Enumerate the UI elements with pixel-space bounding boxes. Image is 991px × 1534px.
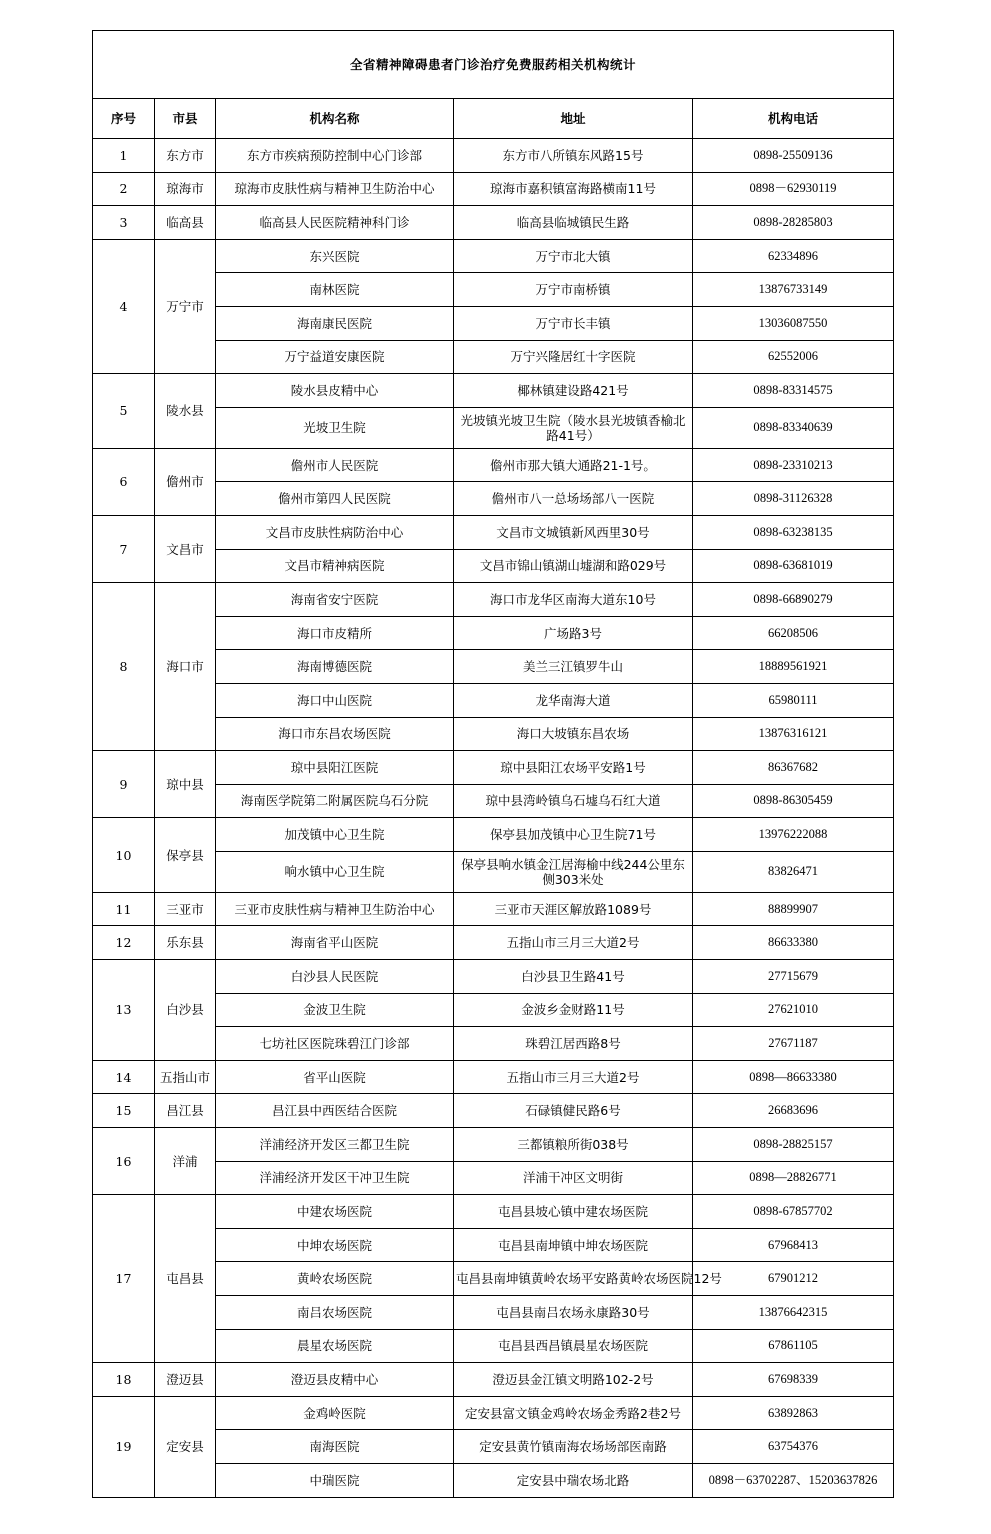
institution-name: 海南医学院第二附属医院乌石分院: [216, 784, 454, 818]
institution-name: 文昌市精神病医院: [216, 549, 454, 583]
institution-address: 临高县临城镇民生路: [454, 206, 693, 240]
header-address: 地址: [454, 99, 693, 139]
row-city: 万宁市: [155, 239, 216, 373]
row-index: 10: [93, 818, 155, 893]
institution-name: 海口市皮精所: [216, 616, 454, 650]
institution-phone: 0898-83314575: [693, 374, 894, 408]
institution-address: 光坡镇光坡卫生院（陵水县光坡镇香榆北路41号）: [454, 407, 693, 448]
institution-phone: 67861105: [693, 1329, 894, 1363]
institution-name: 光坡卫生院: [216, 407, 454, 448]
institution-name: 黄岭农场医院: [216, 1262, 454, 1296]
institution-address: 珠碧江居西路8号: [454, 1027, 693, 1061]
institution-name: 中坤农场医院: [216, 1228, 454, 1262]
institution-name: 陵水县皮精中心: [216, 374, 454, 408]
institution-address: 三亚市天涯区解放路1089号: [454, 892, 693, 926]
row-index: 1: [93, 139, 155, 173]
institution-phone: 62552006: [693, 340, 894, 374]
institution-address: 文昌市文城镇新风西里30号: [454, 515, 693, 549]
row-city: 保亭县: [155, 818, 216, 893]
institution-name: 东方市疾病预防控制中心门诊部: [216, 139, 454, 173]
institution-address: 万宁兴隆居红十字医院: [454, 340, 693, 374]
table-row: [93, 1128, 894, 1162]
institution-phone: 13036087550: [693, 306, 894, 340]
table-row: [93, 583, 894, 617]
row-city: 屯昌县: [155, 1195, 216, 1363]
institution-phone: 27621010: [693, 993, 894, 1027]
institution-phone: 65980111: [693, 683, 894, 717]
institution-phone: 13876642315: [693, 1296, 894, 1330]
institution-name: 七坊社区医院珠碧江门诊部: [216, 1027, 454, 1061]
institution-phone: 0898-63681019: [693, 549, 894, 583]
row-index: 12: [93, 926, 155, 960]
table-row: [93, 1094, 894, 1128]
row-index: 3: [93, 206, 155, 240]
row-index: 6: [93, 448, 155, 515]
institution-phone: 0898-25509136: [693, 139, 894, 173]
row-city: 昌江县: [155, 1094, 216, 1128]
row-city: 白沙县: [155, 960, 216, 1061]
institution-phone: 0898-86305459: [693, 784, 894, 818]
institution-name: 洋浦经济开发区三都卫生院: [216, 1128, 454, 1162]
institution-phone: 13976222088: [693, 818, 894, 852]
institution-name: 海口市东昌农场医院: [216, 717, 454, 751]
institution-name: 琼中县阳江医院: [216, 751, 454, 785]
institution-phone: 67901212: [693, 1262, 894, 1296]
institution-address: 海口市龙华区南海大道东10号: [454, 583, 693, 617]
institution-name: 万宁益道安康医院: [216, 340, 454, 374]
institution-address: 三都镇粮所街038号: [454, 1128, 693, 1162]
institution-phone: 83826471: [693, 851, 894, 892]
row-index: 5: [93, 374, 155, 449]
table-row: [93, 818, 894, 852]
institution-address: 保亭县加茂镇中心卫生院71号: [454, 818, 693, 852]
table-row: [93, 206, 894, 240]
institution-address: 屯昌县南坤镇黄岭农场平安路黄岭农场医院12号: [454, 1262, 693, 1296]
institution-phone: 0898－63702287、15203637826: [693, 1463, 894, 1497]
institution-address: 屯昌县南坤镇中坤农场医院: [454, 1228, 693, 1262]
row-city: 海口市: [155, 583, 216, 751]
institution-address: 屯昌县南吕农场永康路30号: [454, 1296, 693, 1330]
institution-phone: 0898-66890279: [693, 583, 894, 617]
institution-phone: 63754376: [693, 1430, 894, 1464]
institution-name: 琼海市皮肤性病与精神卫生防治中心: [216, 172, 454, 206]
institution-name: 晨星农场医院: [216, 1329, 454, 1363]
institution-address: 儋州市八一总场场部八一医院: [454, 482, 693, 516]
institution-address: 白沙县卫生路41号: [454, 960, 693, 994]
row-index: 14: [93, 1060, 155, 1094]
table-row: [93, 751, 894, 785]
institution-address: 金波乡金财路11号: [454, 993, 693, 1027]
institution-name: 洋浦经济开发区干冲卫生院: [216, 1161, 454, 1195]
institution-phone: 66208506: [693, 616, 894, 650]
row-index: 9: [93, 751, 155, 818]
institution-name: 昌江县中西医结合医院: [216, 1094, 454, 1128]
institution-phone: 26683696: [693, 1094, 894, 1128]
institution-phone: 0898-28825157: [693, 1128, 894, 1162]
institution-phone: 86367682: [693, 751, 894, 785]
institution-address: 定安县富文镇金鸡岭农场金秀路2巷2号: [454, 1396, 693, 1430]
table-row: [93, 1195, 894, 1229]
institution-phone: 0898-83340639: [693, 407, 894, 448]
institution-phone: 86633380: [693, 926, 894, 960]
institution-phone: 0898-23310213: [693, 448, 894, 482]
table-row: [93, 515, 894, 549]
table-row: [93, 926, 894, 960]
institution-name: 临高县人民医院精神科门诊: [216, 206, 454, 240]
institution-address: 澄迈县金江镇文明路102-2号: [454, 1363, 693, 1397]
institution-name: 海口中山医院: [216, 683, 454, 717]
institution-address: 广场路3号: [454, 616, 693, 650]
institution-name: 南林医院: [216, 273, 454, 307]
institution-address: 文昌市锦山镇湖山墟湖和路029号: [454, 549, 693, 583]
institution-name: 金鸡岭医院: [216, 1396, 454, 1430]
institution-name: 中瑞医院: [216, 1463, 454, 1497]
table-row: [93, 960, 894, 994]
institution-address: 儋州市那大镇大通路21-1号。: [454, 448, 693, 482]
row-city: 东方市: [155, 139, 216, 173]
institution-phone: 18889561921: [693, 650, 894, 684]
institution-phone: 13876316121: [693, 717, 894, 751]
table-row: [93, 448, 894, 482]
institution-name: 海南省安宁医院: [216, 583, 454, 617]
institution-address: 万宁市北大镇: [454, 239, 693, 273]
table-row: [93, 172, 894, 206]
header-city: 市县: [155, 99, 216, 139]
institution-name: 南海医院: [216, 1430, 454, 1464]
institution-address: 屯昌县西昌镇晨星农场医院: [454, 1329, 693, 1363]
institution-address: 洋浦干冲区文明街: [454, 1161, 693, 1195]
table-row: [93, 1363, 894, 1397]
institution-name: 澄迈县皮精中心: [216, 1363, 454, 1397]
institution-name: 儋州市第四人民医院: [216, 482, 454, 516]
institution-name: 文昌市皮肤性病防治中心: [216, 515, 454, 549]
institution-address: 定安县黄竹镇南海农场场部医南路: [454, 1430, 693, 1464]
institution-name: 加茂镇中心卫生院: [216, 818, 454, 852]
row-city: 陵水县: [155, 374, 216, 449]
institution-address: 海口大坡镇东昌农场: [454, 717, 693, 751]
institution-phone: 67968413: [693, 1228, 894, 1262]
table-row: [93, 892, 894, 926]
row-index: 13: [93, 960, 155, 1061]
institution-address: 琼中县阳江农场平安路1号: [454, 751, 693, 785]
table-row: [93, 139, 894, 173]
row-city: 洋浦: [155, 1128, 216, 1195]
institution-phone: 0898-31126328: [693, 482, 894, 516]
institution-phone: 0898-67857702: [693, 1195, 894, 1229]
row-city: 琼中县: [155, 751, 216, 818]
table-row: [93, 374, 894, 408]
table-row: [93, 1396, 894, 1430]
institution-phone: 0898－62930119: [693, 172, 894, 206]
institution-name: 儋州市人民医院: [216, 448, 454, 482]
institution-phone: 67698339: [693, 1363, 894, 1397]
row-index: 17: [93, 1195, 155, 1363]
row-index: 11: [93, 892, 155, 926]
institution-name: 省平山医院: [216, 1060, 454, 1094]
row-city: 乐东县: [155, 926, 216, 960]
institution-phone: 0898-28285803: [693, 206, 894, 240]
institution-phone: 88899907: [693, 892, 894, 926]
row-index: 2: [93, 172, 155, 206]
header-row: [93, 99, 894, 139]
institution-name: 南吕农场医院: [216, 1296, 454, 1330]
row-index: 4: [93, 239, 155, 373]
header-index: 序号: [93, 99, 155, 139]
institution-name: 金波卫生院: [216, 993, 454, 1027]
row-city: 五指山市: [155, 1060, 216, 1094]
row-city: 定安县: [155, 1396, 216, 1497]
row-city: 儋州市: [155, 448, 216, 515]
institution-table: [92, 30, 894, 1498]
institution-address: 琼海市嘉积镇富海路横南11号: [454, 172, 693, 206]
row-city: 临高县: [155, 206, 216, 240]
institution-phone: 13876733149: [693, 273, 894, 307]
institution-name: 白沙县人民医院: [216, 960, 454, 994]
institution-address: 定安县中瑞农场北路: [454, 1463, 693, 1497]
row-index: 19: [93, 1396, 155, 1497]
row-index: 18: [93, 1363, 155, 1397]
institution-phone: 27671187: [693, 1027, 894, 1061]
institution-phone: 0898—86633380: [693, 1060, 894, 1094]
institution-address: 万宁市长丰镇: [454, 306, 693, 340]
row-index: 16: [93, 1128, 155, 1195]
institution-phone: 0898—28826771: [693, 1161, 894, 1195]
institution-address: 美兰三江镇罗牛山: [454, 650, 693, 684]
institution-address: 龙华南海大道: [454, 683, 693, 717]
institution-table-sheet: [92, 30, 893, 1498]
institution-phone: 62334896: [693, 239, 894, 273]
header-phone: 机构电话: [693, 99, 894, 139]
institution-address: 万宁市南桥镇: [454, 273, 693, 307]
row-index: 7: [93, 515, 155, 582]
institution-address: 保亭县响水镇金江居海榆中线244公里东侧303米处: [454, 851, 693, 892]
institution-name: 响水镇中心卫生院: [216, 851, 454, 892]
institution-address: 琼中县湾岭镇乌石墟乌石红大道: [454, 784, 693, 818]
table-row: [93, 1060, 894, 1094]
row-city: 三亚市: [155, 892, 216, 926]
institution-phone: 0898-63238135: [693, 515, 894, 549]
institution-name: 海南省平山医院: [216, 926, 454, 960]
institution-name: 海南康民医院: [216, 306, 454, 340]
table-title: 全省精神障碍患者门诊治疗免费服药相关机构统计: [93, 31, 894, 99]
institution-name: 海南博德医院: [216, 650, 454, 684]
institution-address: 椰林镇建设路421号: [454, 374, 693, 408]
institution-address: 五指山市三月三大道2号: [454, 926, 693, 960]
institution-name: 三亚市皮肤性病与精神卫生防治中心: [216, 892, 454, 926]
institution-address: 石碌镇健民路6号: [454, 1094, 693, 1128]
institution-name: 东兴医院: [216, 239, 454, 273]
row-city: 琼海市: [155, 172, 216, 206]
row-city: 澄迈县: [155, 1363, 216, 1397]
institution-address: 东方市八所镇东风路15号: [454, 139, 693, 173]
institution-name: 中建农场医院: [216, 1195, 454, 1229]
institution-address: 屯昌县坡心镇中建农场医院: [454, 1195, 693, 1229]
row-city: 文昌市: [155, 515, 216, 582]
institution-phone: 63892863: [693, 1396, 894, 1430]
header-name: 机构名称: [216, 99, 454, 139]
row-index: 15: [93, 1094, 155, 1128]
institution-address: 五指山市三月三大道2号: [454, 1060, 693, 1094]
row-index: 8: [93, 583, 155, 751]
institution-phone: 27715679: [693, 960, 894, 994]
table-row: [93, 239, 894, 273]
